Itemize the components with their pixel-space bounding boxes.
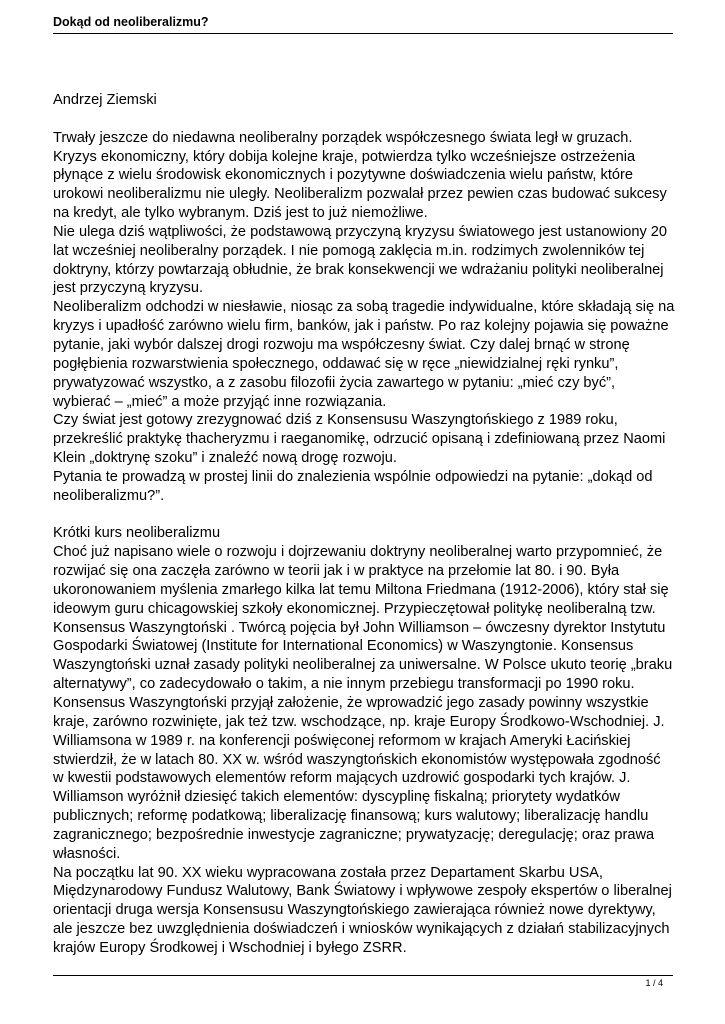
author-name: Andrzej Ziemski	[53, 92, 157, 108]
page-header-title: Dokąd od neoliberalizmu?	[53, 15, 209, 29]
header-divider	[53, 33, 673, 34]
footer-divider	[53, 975, 673, 976]
paragraph-spacer	[53, 110, 675, 129]
intro-paragraph-1: Trwały jeszcze do niedawna neoliberalny porządek współczesnego świata legł w gruzach. Kryzys ekonomiczny, który dobija kolejne kraje, potwierdza tylko wcześniejsze ostrzeżenia płynące z wielu środowisk ekonomicznych i pozytywne doświadczenia wielu państw, które urokowi neoliberalizmu nie uległy. Neoliberalizm pozwalał przez pewien czas budować sukcesy na kredyt, ale tylko wybranym. Dziś jest to już niemożliwe.	[53, 129, 667, 222]
section-heading: Krótki kurs neoliberalizmu	[53, 525, 221, 542]
intro-paragraph-4: Czy świat jest gotowy zrezygnować dziś z Konsensusu Waszyngtońskiego z 1989 roku, przekreślić praktykę thacheryzmu i raeganomikę, odrzucić opisaną i zdefiniowaną przez Naomi Klein „doktrynę szoku” i znaleźć nową drogę rozwoju.	[53, 412, 666, 467]
intro-paragraph-3: Neoliberalizm odchodzi w niesławie, niosąc za sobą tragedie indywidualne, które składają się na kryzys i upadłość zarówno wielu firm, banków, jak i państw. Po raz kolejny pojawia się poważne pytanie, jaki wybór dalszej drogi rozwoju ma współczesny świat. Czy dalej brnąć w stronę pogłębienia rozwarstwienia społecznego, oddawać się w ręce „niewidzialnej ręki rynku”, prywatyzować wszystko, a z zasobu filozofii życia zawartego w pytaniu: „mieć czy być”, wybierać – „mieć” a może przyjąć inne rozwiązania.	[53, 299, 675, 410]
intro-paragraph-5: Pytania te prowadzą w prostej linii do znalezienia wspólnie odpowiedzi na pytanie: „dokąd od neoliberalizmu?”.	[53, 468, 653, 504]
section-paragraph-3: Na początku lat 90. XX wieku wypracowana została przez Departament Skarbu USA, Międzynarodowy Fundusz Walutowy, Bank Światowy i wpływowe zespoły ekspertów o liberalnej orientacji druga wersja Konsensusu Waszyngtońskiego zawierająca również nowe dyrektywy, ale jeszcze bez uwzględnienia doświadczeń i wniosków wynikających z działań stabilizacyjnych krajów Europy Środkowej i Wschodniej i byłego ZSRR.	[53, 864, 672, 956]
document-body	[53, 91, 675, 958]
intro-paragraph-2: Nie ulega dziś wątpliwości, że podstawową przyczyną kryzysu światowego jest ustanowiony 20 lat wcześniej neoliberalny porządek. I nie pomogą zaklęcia m.in. rodzimych zwolenników tej doktryny, którzy powtarzają obłudnie, że brak konsekwencji we wdrażaniu polityki neoliberalnej jest przyczyną kryzysu.	[53, 223, 668, 297]
page-number: 1 / 4	[645, 978, 663, 988]
paragraph-spacer	[53, 506, 675, 525]
section-paragraph-2: Konsensus Waszyngtoński przyjął założenie, że wprowadzić jego zasady powinny wszystkie kraje, zarówno rozwinięte, jak też tzw. wschodzące, np. kraje Europy Środkowo-Wschodniej. J. Williamsona w 1989 r. na konferencji poświęconej reformom w krajach Ameryki Łacińskiej stwierdził, że w latach 80. XX w. wśród waszyngtońskich ekonomistów występowała zgodność w kwestii podstawowych elementów reform mających uzdrowić gospodarki tych krajów. J. Williamson wyróżnił dziesięć takich elementów: dyscyplinę fiskalną; priorytety wydatków publicznych; reformę podatkową; liberalizację finansową; kurs walutowy; liberalizację handlu zagranicznego; bezpośrednie inwestycje zagraniczne; prywatyzację; deregulację; oraz prawa własności.	[53, 695, 665, 862]
section-paragraph-1: Choć już napisano wiele o rozwoju i dojrzewaniu doktryny neoliberalnej warto przypomnieć, że rozwijać się ona zaczęła zarówno w teorii jak i w praktyce na przełomie lat 80. i 90. Była ukoronowaniem myślenia zmarłego kilka lat temu Miltona Friedmana (1912-2006), który stał się ideowym guru chicagowskiej szkoły ekonomicznej. Przypieczętował politykę neoliberalną tzw. Konsensus Waszyngtoński . Twórcą pojęcia był John Williamson – ówczesny dyrektor Instytutu Gospodarki Światowej (Institute for International Economics) w Waszyngtonie. Konsensus Waszyngtoński uznał zasady polityki neoliberalnej za uniwersalne. W Polsce ukuto teorię „braku alternatywy”, co zadecydowało o takim, a nie innym przebiegu transformacji po 1990 roku.	[53, 544, 673, 693]
